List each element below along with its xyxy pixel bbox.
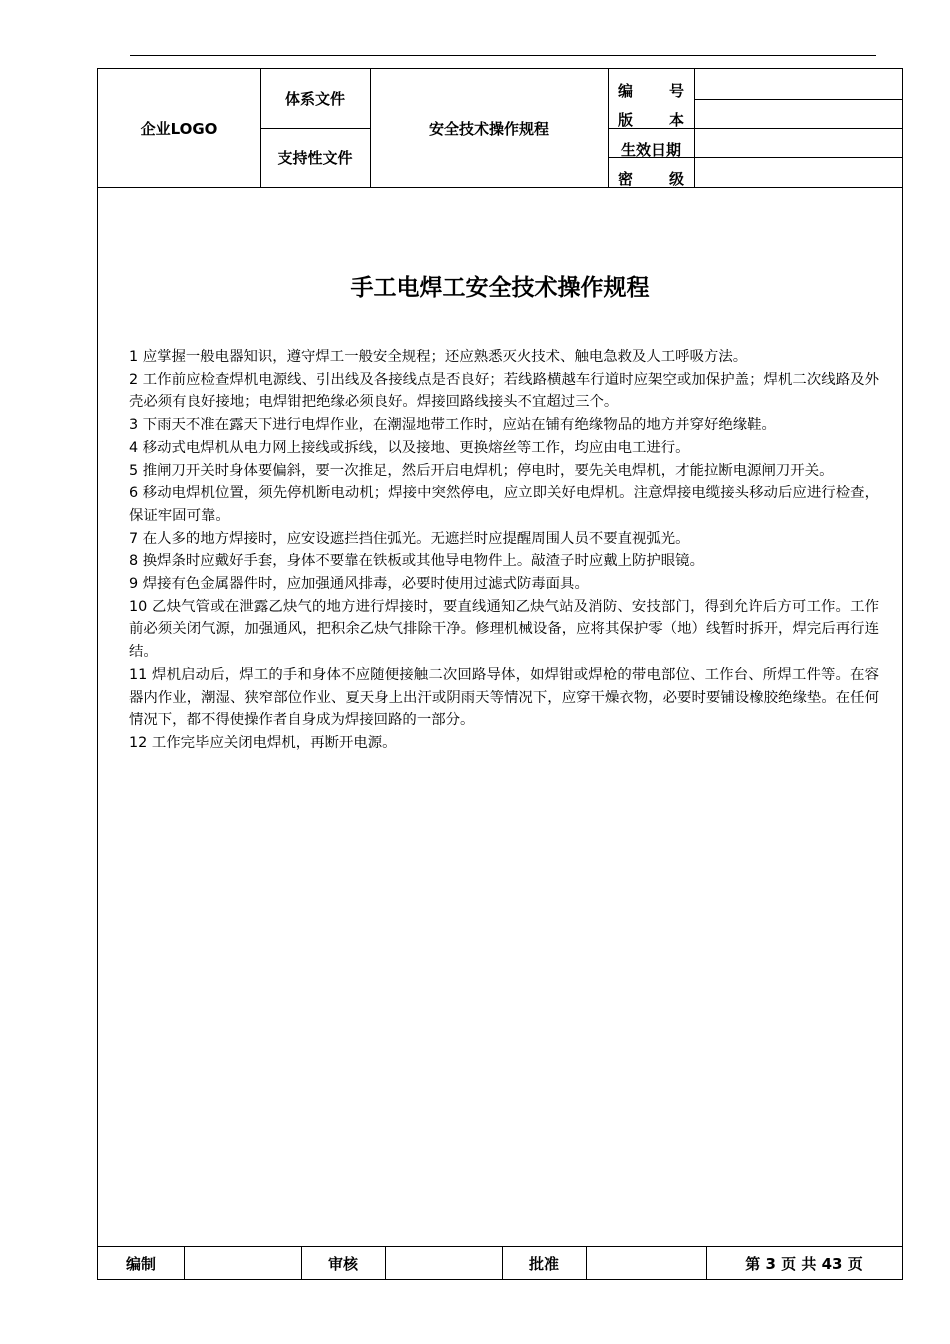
approved-by-label: 批准 [528, 1254, 559, 1273]
doc-type-support: 支持性文件 [277, 149, 353, 167]
approved-by-value [586, 1247, 706, 1279]
reviewed-by-value [385, 1247, 502, 1279]
document-header [98, 69, 902, 188]
document-frame [97, 68, 903, 1280]
doc-type-system: 体系文件 [284, 90, 345, 108]
page-title: 手工电焊工安全技术操作规程 [350, 275, 650, 301]
meta-label-number: 编 号 [618, 82, 684, 100]
procedure-item: 3 下雨天不准在露天下进行电焊作业，在潮湿地带工作时，应站在铺有绝缘物品的地方并穿好绝缘鞋。 [129, 417, 776, 434]
doc-name: 安全技术操作规程 [428, 119, 549, 138]
company-logo: 企业LOGO [140, 119, 218, 138]
compiled-by-label: 编制 [125, 1254, 156, 1273]
reviewed-by-label: 审核 [327, 1254, 358, 1273]
meta-value-number [694, 69, 902, 99]
procedure-item: 12 工作完毕应关闭电焊机，再断开电源。 [129, 734, 397, 751]
procedure-item: 9 焊接有色金属器件时，应加强通风排毒，必要时使用过滤式防毒面具。 [129, 576, 589, 593]
meta-value-version [694, 99, 902, 128]
procedure-item: 2 工作前应检查焊机电源线、引出线及各接线点是否良好；若线路横越车行道时应架空或加保护盖；焊机二次线路及外壳必须有良好接地；电焊钳把绝缘必须良好。焊接回路线接头不宜超过三个。 [129, 371, 879, 411]
procedure-item: 4 移动式电焊机从电力网上接线或拆线，以及接地、更换熔丝等工作，均应由电工进行。 [129, 439, 690, 456]
compiled-by-value [184, 1247, 301, 1279]
procedure-item: 10 乙炔气管或在泄露乙炔气的地方进行焊接时，要直线通知乙炔气站及消防、安技部门，得到允许后方可工作。工作前必须关闭气源，加强通风，把积余乙炔气排除干净。修理机械设备，应将其保护零（地）线暂时拆开，焊完后再行连结。 [129, 598, 879, 661]
procedure-item: 11 焊机启动后，焊工的手和身体不应随便接触二次回路导体，如焊钳或焊枪的带电部位、工作台、所焊工件等。在容器内作业，潮湿、狭窄部位作业、夏天身上出汗或阴雨天等情况下，应穿干燥衣物，必要时要铺设橡胶绝缘垫。在任何情况下，都不得使操作者自身成为焊接回路的一部分。 [129, 666, 879, 729]
page-indicator: 第 3 页 共 43 页 [745, 1254, 863, 1273]
procedure-item: 8 换焊条时应戴好手套，身体不要靠在铁板或其他导电物件上。敲渣子时应戴上防护眼镜。 [129, 553, 704, 570]
procedure-list [129, 346, 879, 755]
meta-label-effective-date: 生效日期 [620, 141, 681, 159]
meta-value-effective-date [694, 128, 902, 157]
procedure-item: 6 移动电焊机位置，须先停机断电动机；焊接中突然停电，应立即关好电焊机。注意焊接电缆接头移动后应进行检查，保证牢固可靠。 [129, 485, 879, 524]
document-footer [98, 1246, 902, 1279]
procedure-item: 7 在人多的地方焊接时，应安设遮拦挡住弧光。无遮拦时应提醒周围人员不要直视弧光。 [129, 530, 690, 547]
top-rule [130, 55, 876, 56]
meta-value-classification [694, 157, 902, 187]
procedure-item: 1 应掌握一般电器知识，遵守焊工一般安全规程；还应熟悉灭火技术、触电急救及人工呼吸方法。 [129, 349, 748, 365]
procedure-item: 5 推闸刀开关时身体要偏斜，要一次推足，然后开启电焊机；停电时，要先关电焊机，才能拉断电源闸刀开关。 [129, 462, 834, 479]
meta-label-version: 版 本 [618, 111, 684, 129]
meta-label-classification: 密 级 [618, 170, 684, 188]
